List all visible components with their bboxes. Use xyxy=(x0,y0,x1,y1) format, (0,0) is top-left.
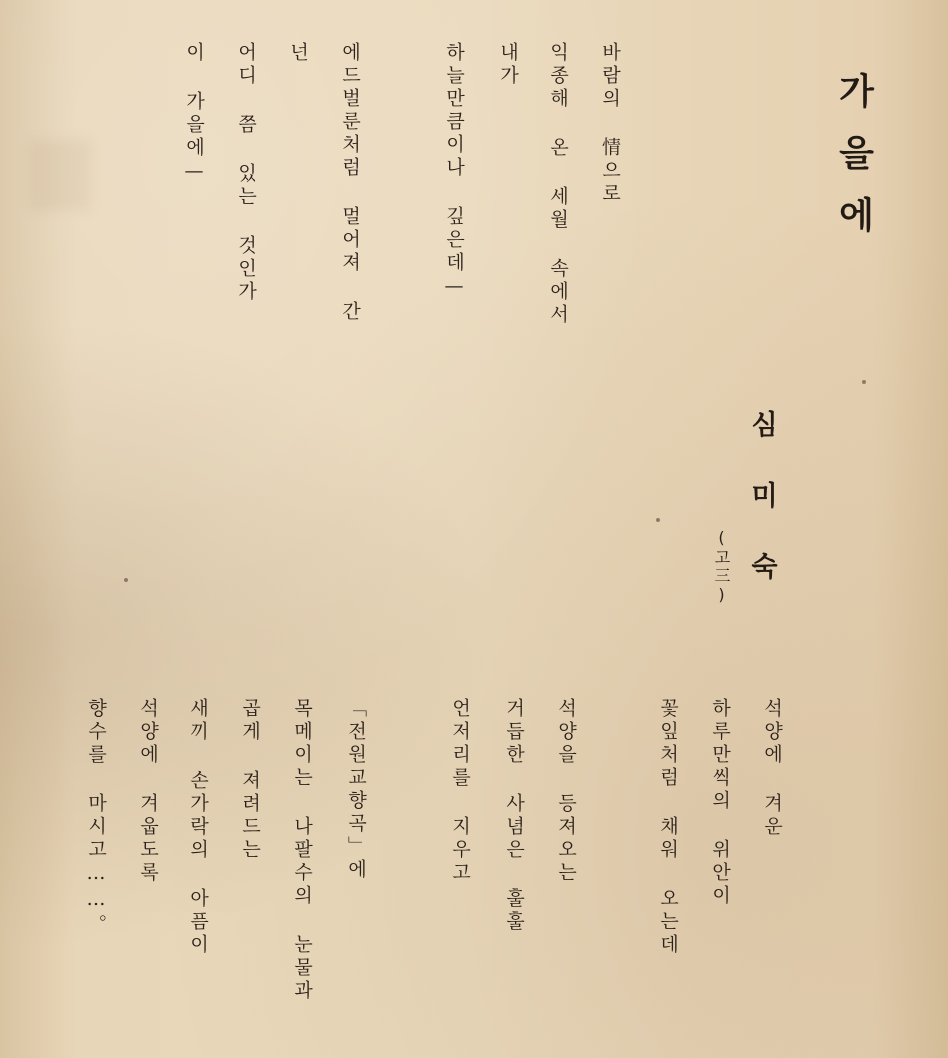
poem-line: 석양을 등져오는 xyxy=(555,698,577,885)
poem-line: 꽃잎처럼 채워 오는데 xyxy=(657,698,679,957)
poem-line: 에드벌룬처럼 멀어져 간 xyxy=(339,42,361,324)
poem-line: 석양에 겨웁도록 xyxy=(137,698,159,885)
poem-line: 목메이는 나팔수의 눈물과 xyxy=(291,698,313,1003)
paper-fleck xyxy=(656,518,660,522)
poem-line: 언저리를 지우고 xyxy=(449,698,471,885)
paper-fleck xyxy=(124,578,128,582)
poem-line: 곱게 져려드는 xyxy=(239,698,261,862)
author-grade: (고三) xyxy=(712,528,731,606)
poem-line: 하늘만큼이나 깊은데— xyxy=(443,42,465,301)
poem-line: 향수를 마시고……。 xyxy=(85,698,107,937)
paper-fleck xyxy=(862,380,866,384)
poem-line: 익종해 온 세월 속에서 xyxy=(547,42,569,327)
paper-stain xyxy=(30,140,90,210)
poem-line: 「전원교향곡」에 xyxy=(345,698,367,882)
poem-author: 심미숙 xyxy=(746,410,777,623)
poem-line: 넌 xyxy=(287,42,309,65)
poem-line: 석양에 겨운 xyxy=(761,698,783,839)
poem-line: 바람의 情으로 xyxy=(599,42,621,206)
poem-title: 가을에 xyxy=(833,72,874,258)
poem-line: 거듭한 사념은 훌훌 xyxy=(503,698,525,934)
poem-line: 새끼 손가락의 아픔이 xyxy=(187,698,209,957)
poem-line: 어디 쯤 있는 것인가 xyxy=(235,42,257,304)
poem-line: 이 가을에— xyxy=(183,42,205,186)
poem-line: 내가 xyxy=(497,42,519,88)
poem-line: 하루만씩의 위안이 xyxy=(709,698,731,908)
